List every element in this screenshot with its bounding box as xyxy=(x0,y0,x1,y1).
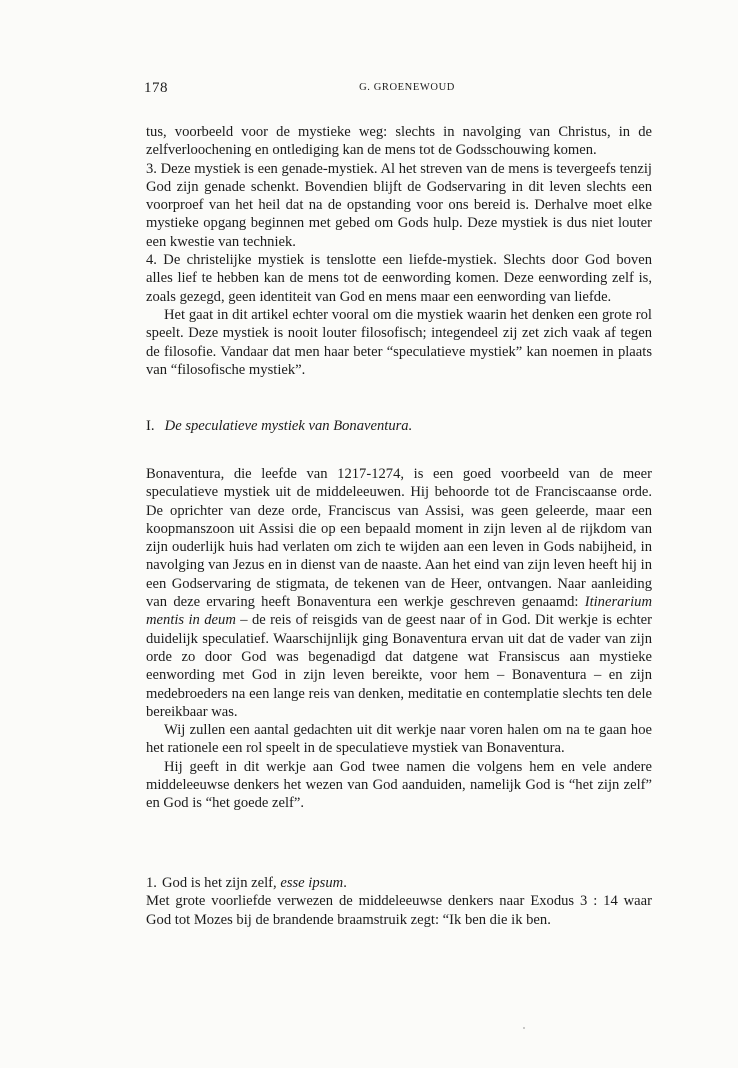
section-body xyxy=(146,465,652,813)
intro-paragraph-2: 3. Deze mystiek is een genade-mystiek. Al het streven van de mens is tevergeefs tenzij God zijn genade schenkt. Bovendien blijft de Godservaring in dit leven slechts een voorproef van het heil dat na de opstanding voor ons bereid is. Derhalve moet elke mystieke opgang beginnen met gebed om Gods hulp. Deze mystiek is dus niet louter een kwestie van techniek. xyxy=(146,160,652,250)
intro-paragraph-4: Het gaat in dit artikel echter vooral om die mystiek waarin het denken een grote rol speelt. Deze mystiek is nooit louter filosofisch; integendeel zij zet zich vaak af tegen de filosofie. Vandaar dat men haar beter “speculatieve mystiek” kan noemen in plaats van “filosofische mystiek”. xyxy=(146,306,652,378)
subsection-heading xyxy=(146,874,652,892)
subsection-heading-end: . xyxy=(343,875,347,891)
running-head: G. GROENEWOUD xyxy=(359,82,455,93)
intro-text xyxy=(146,123,652,379)
section-paragraph-1-part-b: – de reis of reisgids van de geest naar of in God. Dit werkje is echter duidelijk speculatief. Waarschijnlijk ging Bonaventura ervan uit dat de vader van zijn orde zo door God was begenadigd dat datgene wat Fransiscus aan mystieke eenwording met God in zijn leven bereikte, voor hem – Bonaventura – en zijn medebroeders na een lange reis van denken, meditatie en contemplatie slechts ten dele bereikbaar was. xyxy=(146,612,652,720)
section-number: I. xyxy=(146,418,155,434)
subsection-heading-text: God is het zijn zelf, xyxy=(162,875,281,891)
section-heading xyxy=(146,417,652,435)
subsection-paragraph: Met grote voorliefde verwezen de middeleeuwse denkers naar Exodus 3 : 14 waar God tot Mozes bij de brandende braamstruik zegt: “Ik ben die ik ben. xyxy=(146,893,652,928)
section-title: De speculatieve mystiek van Bonaventura. xyxy=(164,418,413,434)
section-paragraph-3: Hij geeft in dit werkje aan God twee namen die volgens hem en vele andere middeleeuwse denkers het wezen van God aanduiden, namelijk God is “het zijn zelf” en God is “het goede zelf”. xyxy=(146,758,652,812)
section-paragraph-2: Wij zullen een aantal gedachten uit dit werkje naar voren halen om na te gaan hoe het rationele een rol speelt in de speculatieve mystiek van Bonaventura. xyxy=(146,722,652,757)
intro-paragraph-3: 4. De christelijke mystiek is tenslotte een liefde-mystiek. Slechts door God boven alles lief te hebben kan de mens tot de eenwording komen. Deze eenwording zelf is, zoals gezegd, geen identiteit van God en mens maar een eenwording van liefde. xyxy=(146,252,652,305)
section-paragraph-1 xyxy=(146,465,652,721)
subsection xyxy=(146,874,652,929)
subsection-number: 1. xyxy=(146,875,157,891)
subsection-heading-latin: esse ipsum xyxy=(280,875,344,891)
scan-speck xyxy=(523,1027,525,1029)
intro-paragraph-1: tus, voorbeeld voor de mystieke weg: slechts in navolging van Christus, in de zelfverloochening en ontlediging kan de mens tot de Godsschouwing komen. xyxy=(146,124,652,159)
page-number: 178 xyxy=(144,80,168,96)
itinerarium-title: Itinerarium mentis in deum xyxy=(146,594,652,629)
section-paragraph-1-part-a: Bonaventura, die leefde van 1217-1274, is een goed voorbeeld van de meer speculatieve mystiek uit de middeleeuwen. Hij behoorde tot de Franciscaanse orde. De oprichter van deze orde, Franciscus van Assisi, was geen geleerde, maar een koopmanszoon uit Assisi die op een bepaald moment in zijn leven al de rijkdom van zijn ouderlijk huis had verlaten om zich te wijden aan een leven in Gods nabijheid, in navolging van Jezus en in dienst van de naaste. Aan het eind van zijn leven heeft hij in een Godservaring de stigmata, de tekenen van de Heer, ontvangen. Naar aanleiding van deze ervaring heeft Bonaventura een werkje geschreven genaamd: xyxy=(146,466,652,611)
